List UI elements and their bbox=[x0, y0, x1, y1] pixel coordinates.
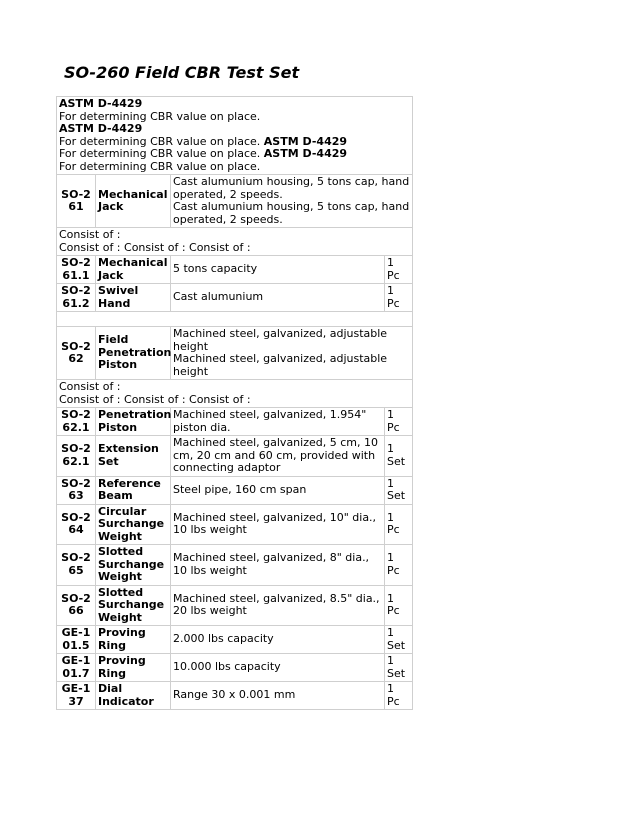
item-name: Slotted Surchange Weight bbox=[96, 585, 171, 626]
item-code: SO-2 61.1 bbox=[57, 256, 96, 284]
item-quantity: 1 Pc bbox=[385, 682, 413, 710]
intro-text: For determining CBR value on place. bbox=[59, 147, 261, 160]
item-name: Proving Ring bbox=[96, 654, 171, 682]
table-row bbox=[57, 284, 413, 312]
standard-label: ASTM D-4429 bbox=[59, 122, 143, 135]
item-code: SO-2 61.2 bbox=[57, 284, 96, 312]
item-description: 5 tons capacity bbox=[171, 256, 385, 284]
item-name: Circular Surchange Weight bbox=[96, 504, 171, 545]
table-row bbox=[57, 408, 413, 436]
item-quantity: 1 Pc bbox=[385, 504, 413, 545]
group-row-piston bbox=[57, 327, 413, 380]
intro-text: For determining CBR value on place. bbox=[59, 159, 261, 173]
item-code: SO-2 64 bbox=[57, 504, 96, 545]
item-name: Reference Beam bbox=[96, 476, 171, 504]
item-description: 10.000 lbs capacity bbox=[171, 654, 385, 682]
page-title: SO-260 Field CBR Test Set bbox=[64, 63, 300, 82]
item-code: SO-2 62 bbox=[57, 327, 96, 380]
item-code: SO-2 61 bbox=[57, 175, 96, 228]
item-quantity: 1 Pc bbox=[385, 256, 413, 284]
table-row bbox=[57, 504, 413, 545]
table-row bbox=[57, 436, 413, 477]
item-description: Machined steel, galvanized, 10" dia., 10 lbs weight bbox=[171, 504, 385, 545]
item-description: Machined steel, galvanized, 1.954" piston dia. bbox=[171, 408, 385, 436]
table-row bbox=[57, 545, 413, 586]
item-description: Cast alumunium bbox=[171, 284, 385, 312]
item-name: Mechanical Jack bbox=[96, 256, 171, 284]
item-description: Machined steel, galvanized, 8.5" dia., 20 lbs weight bbox=[171, 585, 385, 626]
table-row bbox=[57, 682, 413, 710]
group-row-jack bbox=[57, 175, 413, 228]
consist-row bbox=[57, 228, 413, 256]
item-name: Extension Set bbox=[96, 436, 171, 477]
intro-cell bbox=[57, 97, 413, 175]
item-quantity: 1 Pc bbox=[385, 284, 413, 312]
intro-text: For determining CBR value on place. bbox=[59, 134, 261, 148]
item-name: Slotted Surchange Weight bbox=[96, 545, 171, 586]
item-code: GE-1 01.7 bbox=[57, 654, 96, 682]
item-description: Range 30 x 0.001 mm bbox=[171, 682, 385, 710]
item-description: Machined steel, galvanized, 8" dia., 10 lbs weight bbox=[171, 545, 385, 586]
consist-cell: Consist of : Consist of : Consist of : Consist of : bbox=[57, 380, 413, 408]
spacer-row bbox=[57, 312, 413, 327]
item-code: SO-2 62.1 bbox=[57, 436, 96, 477]
item-description: Machined steel, galvanized, 5 cm, 10 cm, 20 cm and 60 cm, provided with connecting adaptor bbox=[171, 436, 385, 477]
item-code: SO-2 66 bbox=[57, 585, 96, 626]
item-name: Mechanical Jack bbox=[96, 175, 171, 228]
item-code: GE-1 01.5 bbox=[57, 626, 96, 654]
item-quantity: 1 Set bbox=[385, 436, 413, 477]
standard-label: ASTM D-4429 bbox=[263, 147, 348, 160]
item-code: SO-2 65 bbox=[57, 545, 96, 586]
item-description: 2.000 lbs capacity bbox=[171, 626, 385, 654]
item-code: GE-1 37 bbox=[57, 682, 96, 710]
table-row bbox=[57, 654, 413, 682]
spacer-cell bbox=[57, 312, 413, 327]
item-description: Machined steel, galvanized, adjustable height Machined steel, galvanized, adjustable height bbox=[171, 327, 413, 380]
consist-row bbox=[57, 380, 413, 408]
table-row bbox=[57, 476, 413, 504]
consist-cell: Consist of : Consist of : Consist of : Consist of : bbox=[57, 228, 413, 256]
item-quantity: 1 Set bbox=[385, 654, 413, 682]
spec-table bbox=[56, 96, 413, 710]
table-row bbox=[57, 585, 413, 626]
item-name: Swivel Hand bbox=[96, 284, 171, 312]
item-quantity: 1 Set bbox=[385, 626, 413, 654]
item-name: Field Penetration Piston bbox=[96, 327, 171, 380]
item-name: Proving Ring bbox=[96, 626, 171, 654]
item-code: SO-2 63 bbox=[57, 476, 96, 504]
intro-text: For determining CBR value on place. bbox=[59, 109, 261, 123]
item-description: Steel pipe, 160 cm span bbox=[171, 476, 385, 504]
table-row bbox=[57, 626, 413, 654]
item-code: SO-2 62.1 bbox=[57, 408, 96, 436]
item-quantity: 1 Pc bbox=[385, 408, 413, 436]
standard-label: ASTM D-4429 bbox=[59, 97, 143, 110]
table-row bbox=[57, 256, 413, 284]
item-quantity: 1 Pc bbox=[385, 545, 413, 586]
item-description: Cast alumunium housing, 5 tons cap, hand operated, 2 speeds. Cast alumunium housing, 5 tons cap, hand operated, 2 speeds. bbox=[171, 175, 413, 228]
intro-row bbox=[57, 97, 413, 175]
item-quantity: 1 Set bbox=[385, 476, 413, 504]
item-name: Penetration Piston bbox=[96, 408, 171, 436]
standard-label: ASTM D-4429 bbox=[263, 134, 348, 148]
item-quantity: 1 Pc bbox=[385, 585, 413, 626]
item-name: Dial Indicator bbox=[96, 682, 171, 710]
